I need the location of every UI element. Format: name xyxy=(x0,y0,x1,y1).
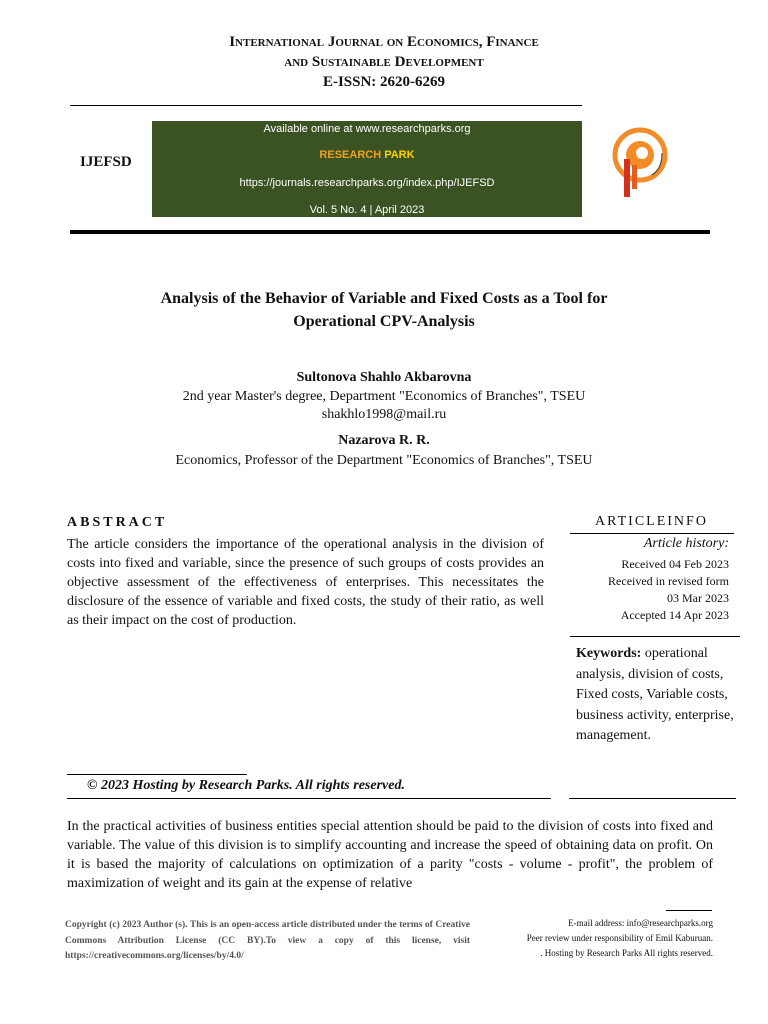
copyright-rule-right xyxy=(569,798,736,799)
header-thick-rule xyxy=(70,230,710,234)
journal-name-line2: and Sustainable Development xyxy=(284,54,484,70)
banner-journal-url[interactable]: https://journals.researchparks.org/index.php/IJEFSD xyxy=(239,177,495,189)
author-affiliation-1: 2nd year Master's degree, Department "Economics of Branches", TSEU xyxy=(182,389,586,404)
keywords-text: operational analysis, division of costs, Fixed costs, Variable costs, business activity, enterprise, management. xyxy=(576,646,734,743)
journal-abbrev: IJEFSD xyxy=(80,154,132,170)
footer-rule xyxy=(666,910,712,911)
journal-header xyxy=(0,32,768,92)
copyright-rule-short xyxy=(67,774,247,775)
article-title-line1: Analysis of the Behavior of Variable and Fixed Costs as a Tool for xyxy=(160,290,608,307)
article-info-divider-top xyxy=(570,533,734,534)
footer-contact xyxy=(480,916,713,961)
banner-brand-word2: PARK xyxy=(384,149,415,161)
article-info-divider-bottom xyxy=(570,636,740,637)
author-name-2: Nazarova R. R. xyxy=(338,433,430,448)
abstract-heading: ABSTRACT xyxy=(67,515,168,530)
banner-brand xyxy=(152,149,582,161)
banner-volume: Vol. 5 No. 4 | April 2023 xyxy=(309,204,425,216)
header-divider xyxy=(70,105,582,106)
article-title-line2: Operational CPV-Analysis xyxy=(293,313,475,330)
footer-peer-review: Peer review under responsibility of Emil Kaburuan. xyxy=(526,933,713,943)
article-title xyxy=(80,287,688,333)
article-history-label: Article history: xyxy=(643,536,729,551)
footer-hosting: . Hosting by Research Parks All rights reserved. xyxy=(540,948,713,958)
article-received: Received 04 Feb 2023 xyxy=(621,557,729,571)
footer-license: Copyright (c) 2023 Author (s). This is an open-access article distributed under the terms of Creative Commons Attribution License (CC BY).To view a copy of this license, visit https://creativecommons.org/licenses/by/4.0/ xyxy=(65,920,470,961)
article-info-heading: ARTICLEINFO xyxy=(595,514,708,529)
research-parks-logo-icon xyxy=(612,125,668,201)
journal-eissn: E-ISSN: 2620-6269 xyxy=(322,74,446,90)
author-affiliation-2: Economics, Professor of the Department "Economics of Branches", TSEU xyxy=(175,453,593,468)
author-email-1[interactable]: shakhlo1998@mail.ru xyxy=(321,407,447,422)
keywords-label: Keywords: xyxy=(576,646,642,661)
abstract-text: The article considers the importance of the operational analysis in the division of costs into fixed and variable, since the presence of such groups of costs provides an objective assessment of the effectiveness of enterprises. This necessitates the disclosure of the essence of variable and fixed costs, the study of their ratio, as well as their impact on the cost of production. xyxy=(67,537,544,628)
copyright-rule-left xyxy=(67,798,551,799)
keywords-block xyxy=(576,644,734,747)
article-accepted: Accepted 14 Apr 2023 xyxy=(620,608,729,622)
copyright-line: © 2023 Hosting by Research Parks. All rights reserved. xyxy=(87,778,405,793)
banner-brand-word1: RESEARCH xyxy=(319,149,382,161)
author-name-1: Sultonova Shahlo Akbarovna xyxy=(296,370,472,385)
article-revised-line2: 03 Mar 2023 xyxy=(667,591,729,605)
footer-email: E-mail address: info@researchparks.org xyxy=(568,918,713,928)
journal-banner xyxy=(152,121,582,217)
article-revised-line1: Received in revised form xyxy=(608,574,729,588)
intro-paragraph: In the practical activities of business entities special attention should be paid to the division of costs into fixed and variable. The value of this division is to simplify accounting and increase the speed of obtaining data on profit. On it is based the majority of calculations on optimization of a parity "costs - volume - profit", the problem of maximization of weight and its gain at the expense of relative xyxy=(67,819,713,891)
journal-name-line1: International Journal on Economics, Finance xyxy=(229,34,539,50)
banner-available-link[interactable]: Available online at www.researchparks.org xyxy=(263,123,471,135)
